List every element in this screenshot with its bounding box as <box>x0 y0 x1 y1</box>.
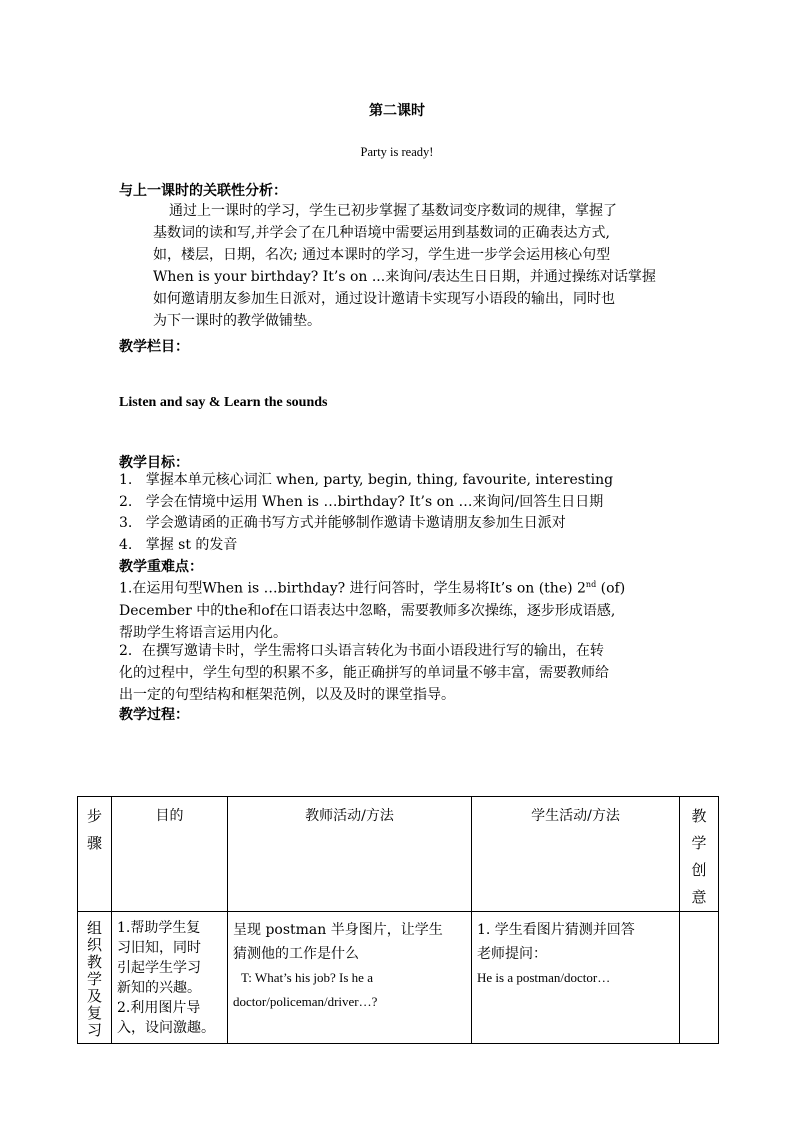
table-header-row <box>78 797 719 912</box>
objective-item: 4. 掌握 st 的发音 <box>119 536 238 553</box>
process-heading: 教学过程： <box>119 707 189 723</box>
relevance-line: 基数词的读和写,并学会了在几种语境中需要运用到基数词的正确表达方式, <box>153 225 610 241</box>
header-student: 学生活动/方法 <box>472 797 680 912</box>
row-teacher: 呈现 postman 半身图片，让学生 猜测他的工作是什么 T: What’s his job? Is he a doctor/policeman/driver…? <box>228 912 472 1044</box>
row-step: 组 织 教 学 及 复 习 <box>78 912 112 1044</box>
section-heading: 教学栏目： <box>119 339 189 355</box>
difficulties-paragraph-1: 1.在运用句型When is …birthday? 进行问答时，学生易将It’s on (the) 2nd (of) December 中的the和of在口语表达中忽略，需要教师多次操练，逐步形成语感, 帮助学生将语言运用内化。 <box>119 580 626 641</box>
row-idea <box>680 912 719 1044</box>
relevance-heading: 与上一课时的关联性分析： <box>119 183 287 199</box>
objectives-heading: 教学目标： <box>119 455 189 471</box>
relevance-line: When is your birthday? It’s on ...来询问/表达生日日期，并通过操练对话掌握 <box>153 269 656 285</box>
objective-item: 3. 学会邀请函的正确书写方式并能够制作邀请卡邀请朋友参加生日派对 <box>119 515 566 531</box>
relevance-paragraph <box>153 200 656 332</box>
difficulties-paragraph-2: 2．在撰写邀请卡时，学生需将口头语言转化为书面小语段进行写的输出，在转 化的过程中，学生句型的积累不多，能正确拼写的单词量不够丰富，需要教师给 出一定的句型结构和框架范例，以及及时的课堂指导。 <box>119 643 609 703</box>
table-row <box>78 912 719 1044</box>
header-idea: 教 学 创 意 <box>680 797 719 912</box>
page-subtitle: Party is ready! <box>360 145 434 159</box>
relevance-line: 为下一课时的教学做铺垫。 <box>153 313 321 329</box>
objective-item: 2. 学会在情境中运用 When is …birthday? It’s on …来询问/回答生日日期 <box>119 493 604 510</box>
relevance-line: 如何邀请朋友参加生日派对，通过设计邀请卡实现写小语段的输出，同时也 <box>153 291 615 307</box>
header-purpose: 目的 <box>112 797 228 912</box>
process-table <box>77 796 719 1044</box>
section-content: Listen and say & Learn the sounds <box>119 395 328 410</box>
relevance-line: 通过上一课时的学习，学生已初步掌握了基数词变序数词的规律，掌握了 <box>169 203 617 219</box>
objective-item: 1. 掌握本单元核心词汇 when, party, begin, thing, favourite, interesting <box>119 472 614 488</box>
difficulties-heading: 教学重难点： <box>119 559 203 575</box>
row-purpose: 1.帮助学生复 习旧知，同时 引起学生学习 新知的兴趣。 2.利用图片导 入，设问激趣。 <box>112 912 228 1044</box>
header-teacher: 教师活动/方法 <box>228 797 472 912</box>
objectives-list <box>119 470 613 556</box>
page-title: 第二课时 <box>369 103 425 119</box>
row-student: 1. 学生看图片猜测并回答 老师提问： He is a postman/doctor… <box>472 912 680 1044</box>
relevance-line: 如，楼层，日期，名次; 通过本课时的学习，学生进一步学会运用核心句型 <box>153 247 611 263</box>
header-step: 步 骤 <box>78 797 112 912</box>
